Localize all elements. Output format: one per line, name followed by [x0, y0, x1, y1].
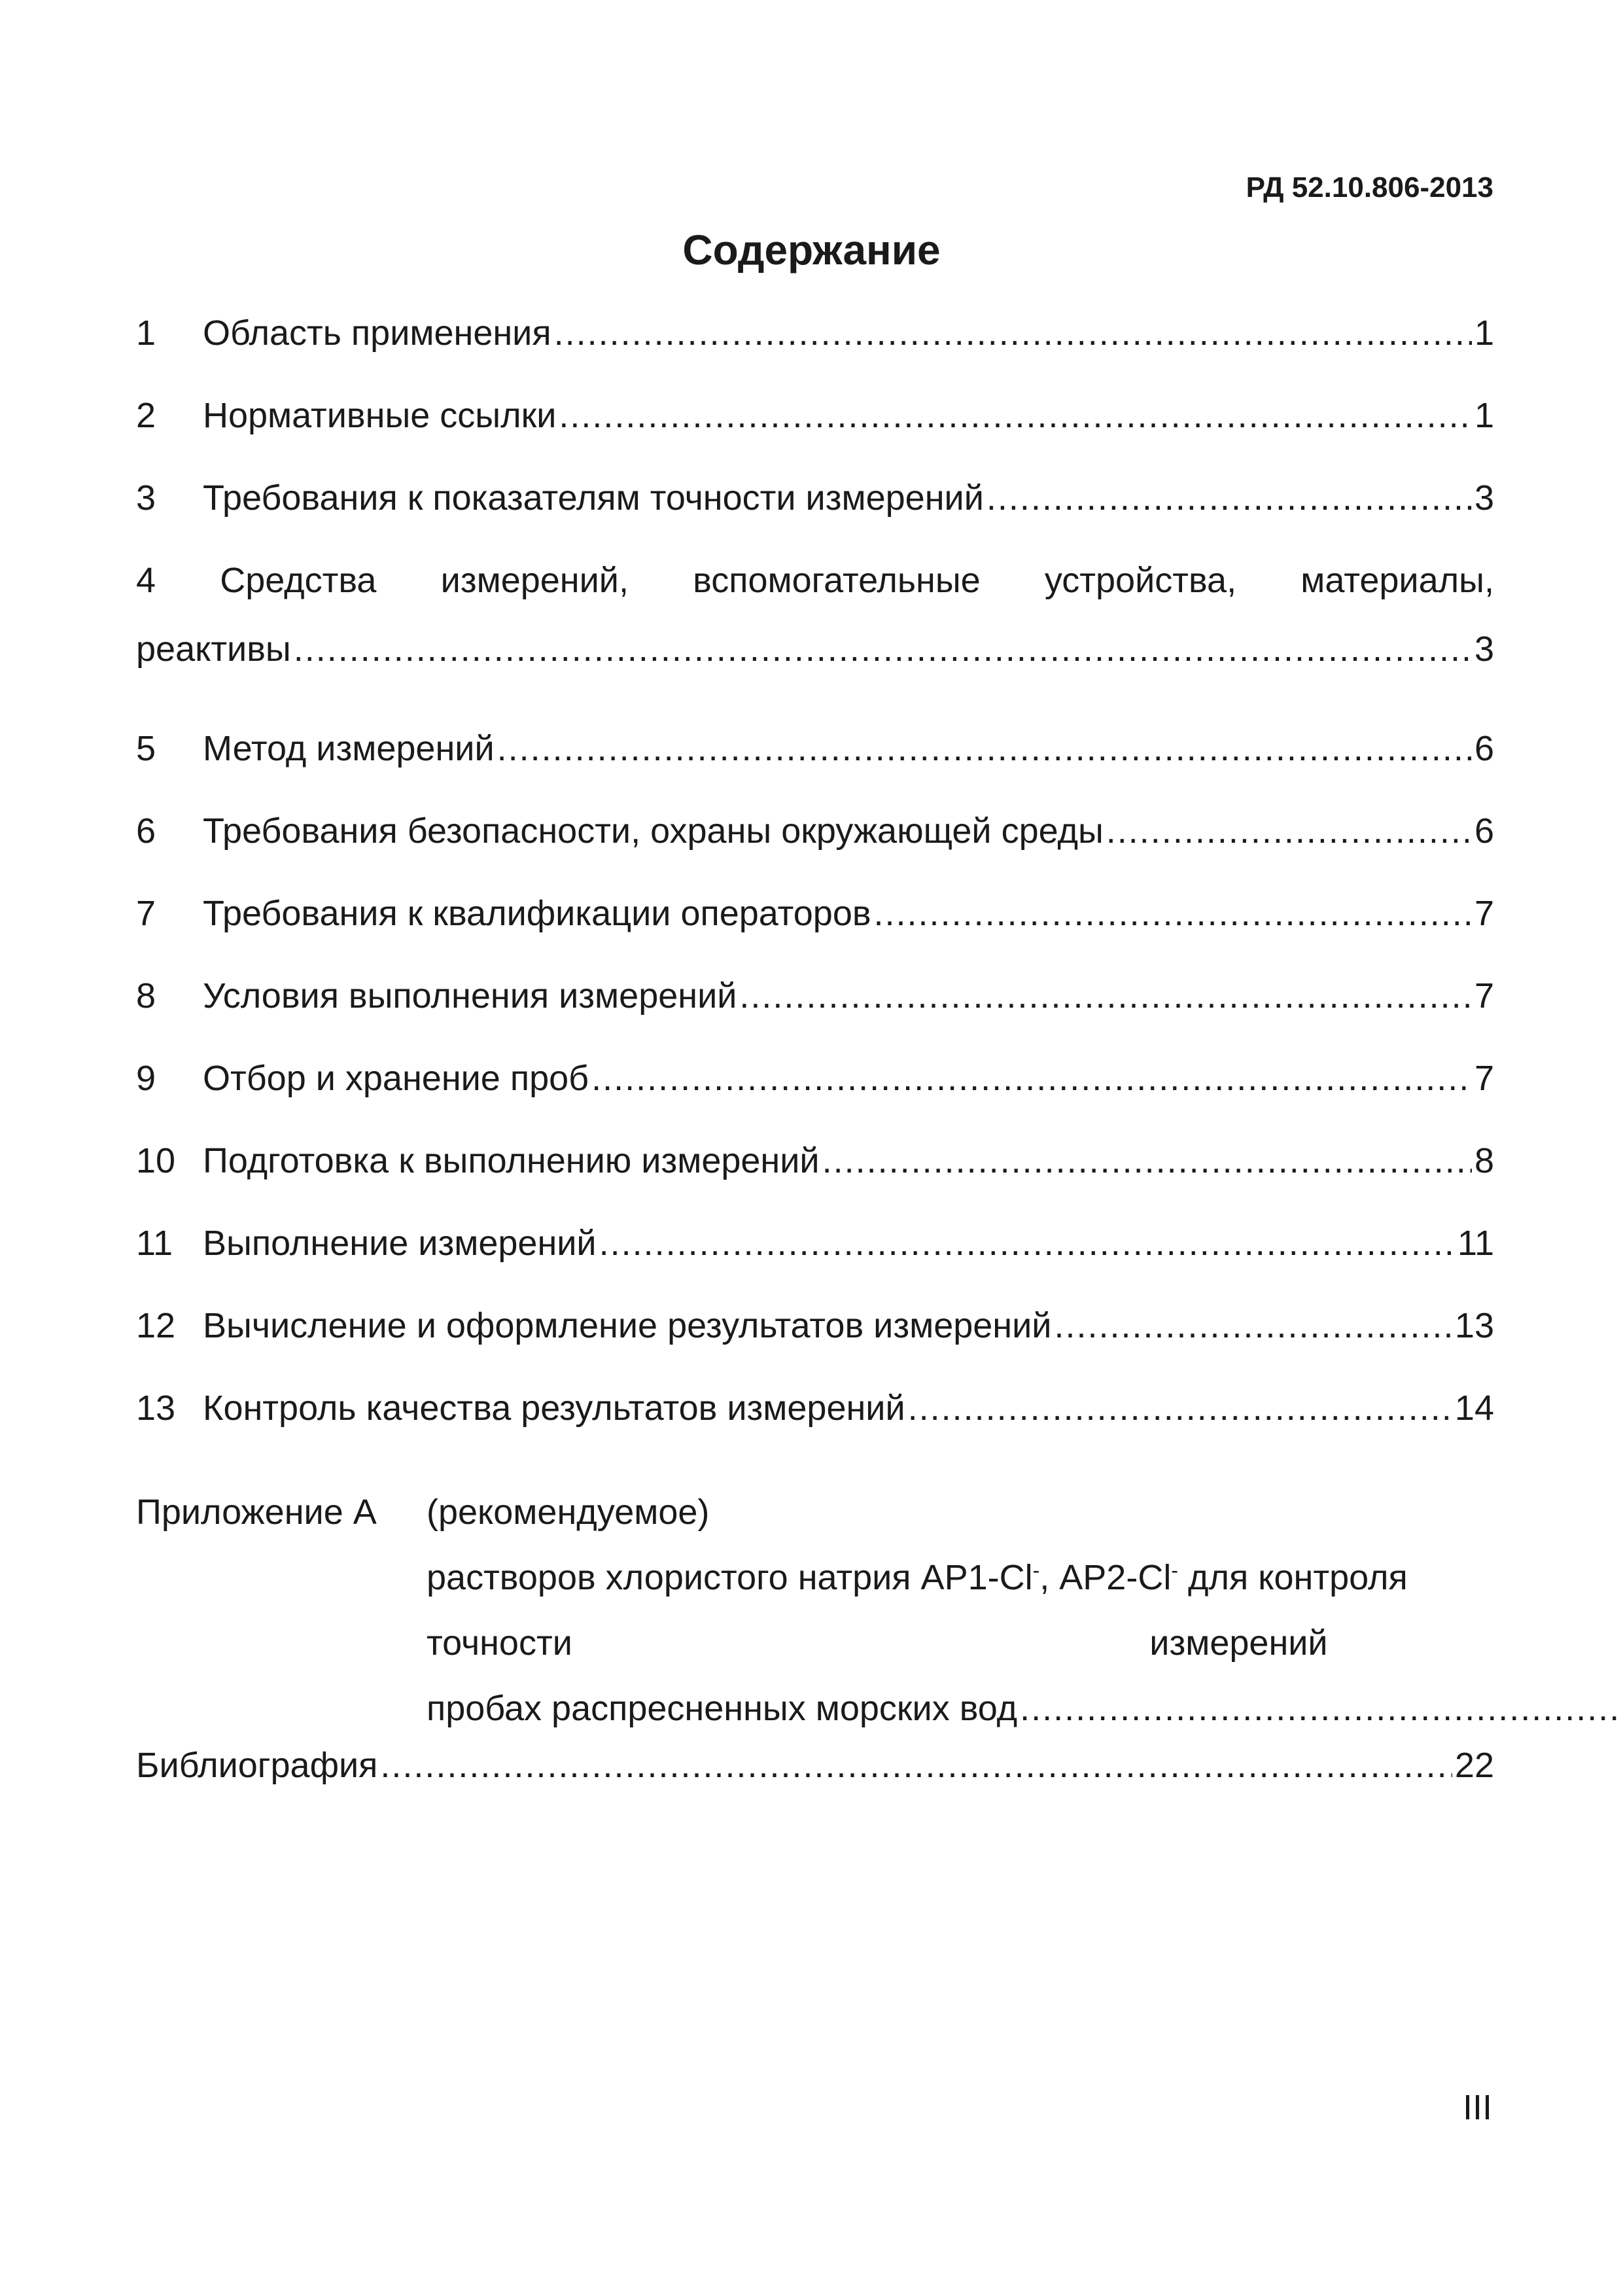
dot-leader: [986, 478, 1472, 518]
toc-entry-number: 9: [136, 1059, 156, 1098]
toc-entry-number: 8: [136, 976, 156, 1016]
appendix-word: (рекомендуемое): [427, 1492, 710, 1532]
toc-entry-word: материалы,: [1300, 561, 1494, 600]
dot-leader: [554, 313, 1472, 353]
appendix-line-1: [427, 1479, 1623, 1545]
toc-entry-page: 11: [1457, 1224, 1494, 1263]
toc-entry-12[interactable]: [136, 1305, 1494, 1388]
dot-leader: [599, 1223, 1455, 1263]
toc-entry-page: 6: [1474, 811, 1494, 851]
page-title: Содержание: [682, 226, 941, 274]
toc-entry-page: 13: [1454, 1306, 1494, 1345]
toc-entry-page: 3: [1474, 629, 1494, 669]
toc-entry-3[interactable]: [136, 478, 1494, 560]
toc-entry-number: 12: [136, 1306, 176, 1345]
toc-entry-number: 4: [136, 561, 156, 600]
toc-entry-label: Подготовка к выполнению измерений: [203, 1141, 820, 1180]
dot-leader: [739, 976, 1472, 1016]
toc-entry-label: Область применения: [203, 313, 551, 353]
dot-leader: [1020, 1676, 1623, 1741]
toc-entry-label: реактивы: [136, 629, 291, 669]
page-number: III: [1462, 2088, 1492, 2127]
appendix-line-3: [427, 1610, 1623, 1676]
charge-superscript: -: [1032, 1559, 1040, 1582]
toc-entry-1[interactable]: [136, 313, 1494, 395]
dot-leader: [1106, 811, 1472, 851]
toc-entry-label-line2: [136, 629, 1494, 711]
toc-entry-page: 22: [1454, 1746, 1494, 1785]
appendix-text-part: , АР2-Cl: [1039, 1558, 1172, 1597]
dot-leader: [559, 395, 1472, 436]
toc-entry-word: Средства: [220, 561, 377, 600]
toc-entry-word: вспомогательные: [693, 561, 981, 600]
toc-entry-13[interactable]: [136, 1388, 1494, 1470]
toc-entry-number: 5: [136, 729, 156, 768]
toc-entry-number: 2: [136, 396, 156, 435]
toc-entry-page: 8: [1474, 1141, 1494, 1180]
toc-entry-word: устройства,: [1044, 561, 1237, 600]
dot-leader: [497, 728, 1472, 769]
appendix-word: точности: [427, 1623, 572, 1663]
toc-entry-label: Нормативные ссылки: [203, 396, 557, 435]
dot-leader: [380, 1745, 1452, 1786]
toc-entry-appendix-a[interactable]: [136, 1479, 1494, 1741]
dot-leader: [294, 629, 1472, 669]
toc-entry-label: Отбор и хранение проб: [203, 1059, 589, 1098]
toc-entry-7[interactable]: [136, 893, 1494, 976]
toc-entry-page: 1: [1474, 313, 1494, 353]
toc-entry-page: 1: [1474, 396, 1494, 435]
document-code: РД 52.10.806-2013: [1246, 171, 1493, 203]
table-of-contents: [136, 313, 1494, 1828]
toc-entry-label: Условия выполнения измерений: [203, 976, 737, 1016]
toc-entry-label: Требования безопасности, охраны окружающей среды: [203, 811, 1104, 851]
toc-entry-4[interactable]: [136, 560, 1494, 711]
toc-entry-8[interactable]: [136, 976, 1494, 1058]
toc-entry-number: 10: [136, 1141, 176, 1180]
appendix-word: измерений: [1149, 1623, 1328, 1663]
toc-entry-label: Требования к показателям точности измерений: [203, 478, 984, 518]
toc-entry-5[interactable]: [136, 728, 1494, 811]
appendix-line-2: [427, 1545, 1623, 1610]
toc-entry-label: Библиография: [136, 1746, 378, 1785]
appendix-line-4: [427, 1676, 1623, 1741]
toc-entry-number: 13: [136, 1388, 176, 1428]
toc-entry-label: Вычисление и оформление результатов измерений: [203, 1306, 1052, 1345]
toc-entry-label: Метод измерений: [203, 729, 495, 768]
toc-entry-bibliography[interactable]: [136, 1745, 1494, 1828]
toc-entry-label: Контроль качества результатов измерений: [203, 1388, 905, 1428]
toc-entry-2[interactable]: [136, 395, 1494, 478]
appendix-text-part: для контроля: [1178, 1558, 1408, 1597]
toc-entry-9[interactable]: [136, 1058, 1494, 1140]
appendix-line-2-text: [427, 1545, 1408, 1610]
dot-leader: [1054, 1305, 1452, 1346]
toc-entry-page: 6: [1474, 729, 1494, 768]
dot-leader: [874, 893, 1472, 934]
appendix-label: Приложение А: [136, 1492, 377, 1532]
toc-entry-number: 1: [136, 313, 156, 353]
toc-entry-label-line1: [136, 560, 1494, 629]
toc-entry-number: 11: [136, 1224, 173, 1263]
dot-leader: [591, 1058, 1472, 1099]
toc-entry-page: 3: [1474, 478, 1494, 518]
toc-entry-number: 3: [136, 478, 156, 518]
appendix-title: [427, 1479, 1623, 1741]
toc-entry-label: Выполнение измерений: [203, 1224, 597, 1263]
toc-entry-word: измерений,: [440, 561, 629, 600]
toc-entry-page: 14: [1454, 1388, 1494, 1428]
toc-entry-number: 7: [136, 894, 156, 933]
toc-entry-11[interactable]: [136, 1223, 1494, 1305]
toc-entry-number: 6: [136, 811, 156, 851]
dot-leader: [908, 1388, 1452, 1428]
toc-entry-page: 7: [1474, 894, 1494, 933]
toc-entry-6[interactable]: [136, 811, 1494, 893]
appendix-text-part: растворов хлористого натрия АР1-Cl: [427, 1558, 1033, 1597]
toc-entry-page: 7: [1474, 976, 1494, 1016]
toc-entry-page: 7: [1474, 1059, 1494, 1098]
charge-superscript: -: [1171, 1559, 1178, 1582]
toc-entry-label: Требования к квалификации операторов: [203, 894, 871, 933]
appendix-text-part: пробах распресненных морских вод: [427, 1689, 1018, 1728]
dot-leader: [822, 1140, 1472, 1181]
toc-entry-10[interactable]: [136, 1140, 1494, 1223]
